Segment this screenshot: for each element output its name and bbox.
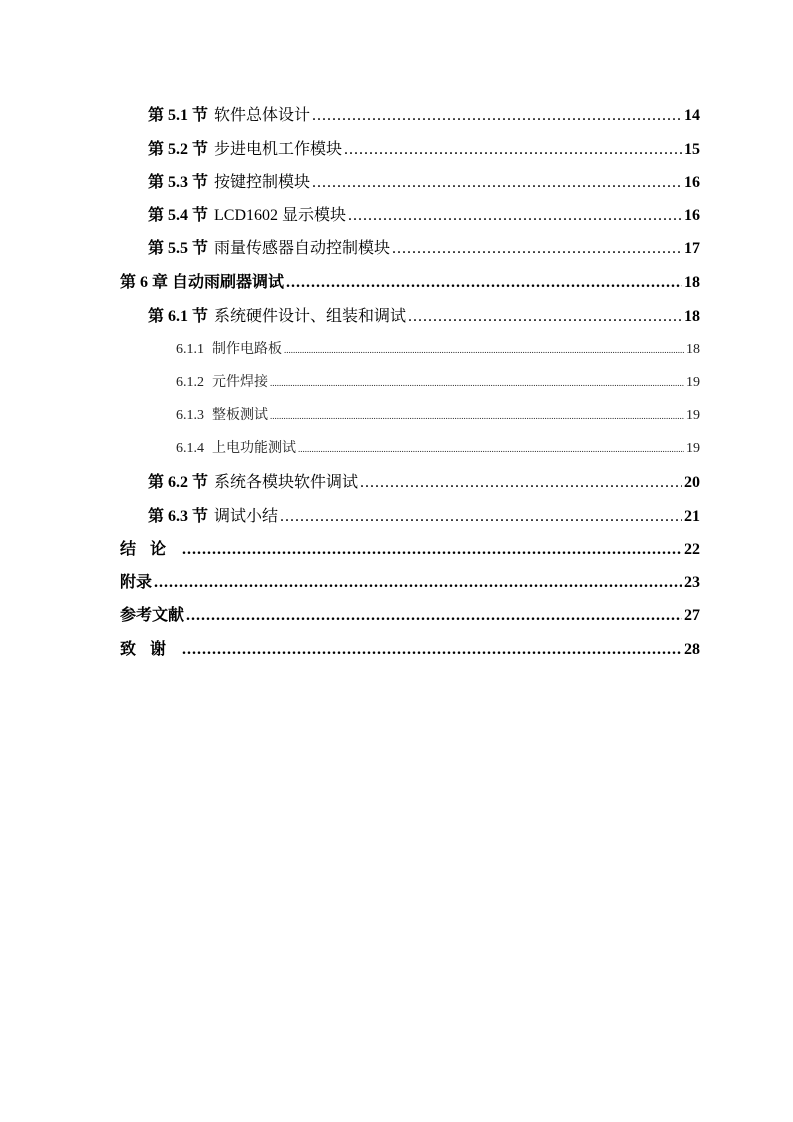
dot-leader bbox=[154, 573, 682, 593]
toc-entry-5-4[interactable] bbox=[148, 206, 700, 226]
dot-leader bbox=[312, 106, 682, 126]
toc-entry-conclusion[interactable] bbox=[120, 540, 700, 560]
toc-entry-page: 18 bbox=[684, 274, 700, 291]
toc-entry-5-2[interactable] bbox=[148, 140, 700, 160]
toc-entry-page: 22 bbox=[684, 541, 700, 558]
toc-entry-5-5[interactable] bbox=[148, 239, 700, 259]
toc-entry-title: LCD1602 显示模块 bbox=[214, 207, 347, 224]
toc-entry-title: 步进电机工作模块 bbox=[214, 141, 343, 158]
toc-entry-number: 第 6.2 节 bbox=[148, 474, 209, 491]
dot-leader bbox=[182, 540, 682, 560]
toc-entry-number: 第 5.4 节 bbox=[148, 207, 209, 224]
toc-entry-title: 参考文献 bbox=[120, 607, 185, 624]
toc-entry-title: 按键控制模块 bbox=[214, 174, 311, 191]
dot-leader bbox=[182, 640, 682, 660]
toc-entry-title: 系统硬件设计、组装和调试 bbox=[214, 308, 407, 325]
toc-entry-page: 18 bbox=[686, 342, 700, 357]
dot-leader bbox=[344, 140, 682, 160]
toc-entry-title: 调试小结 bbox=[214, 508, 279, 525]
toc-entry-6-1[interactable] bbox=[148, 307, 700, 327]
dot-leader bbox=[280, 507, 682, 527]
toc-entry-number: 第 5.1 节 bbox=[148, 107, 209, 124]
dot-leader bbox=[286, 273, 682, 293]
toc-entry-references[interactable] bbox=[120, 606, 700, 626]
toc-entry-page: 16 bbox=[684, 207, 700, 224]
toc-entry-page: 27 bbox=[684, 607, 700, 624]
toc-entry-page: 20 bbox=[684, 474, 700, 491]
dot-leader bbox=[186, 606, 682, 626]
toc-entry-title: 软件总体设计 bbox=[214, 107, 311, 124]
toc-entry-page: 17 bbox=[684, 240, 700, 257]
toc-entry-title: 系统各模块软件调试 bbox=[214, 474, 359, 491]
toc-entry-page: 23 bbox=[684, 574, 700, 591]
toc-entry-title: 致谢 bbox=[120, 641, 181, 658]
toc-entry-title: 制作电路板 bbox=[212, 342, 282, 357]
toc-entry-acknowledgements[interactable] bbox=[120, 640, 700, 660]
toc-entry-page: 19 bbox=[686, 375, 700, 390]
toc-entry-page: 19 bbox=[686, 408, 700, 423]
dot-leader bbox=[298, 439, 684, 459]
toc-entry-title: 雨量传感器自动控制模块 bbox=[214, 240, 391, 257]
toc-entry-chapter-6[interactable] bbox=[120, 273, 700, 293]
toc-entry-5-3[interactable] bbox=[148, 173, 700, 193]
toc-entry-number: 6.1.4 bbox=[176, 441, 204, 456]
dot-leader bbox=[270, 373, 684, 393]
toc-entry-title: 上电功能测试 bbox=[212, 441, 296, 456]
toc-entry-number: 6.1.3 bbox=[176, 408, 204, 423]
toc-entry-page: 28 bbox=[684, 641, 700, 658]
toc-entry-number: 第 5.5 节 bbox=[148, 240, 209, 257]
toc-entry-page: 19 bbox=[686, 441, 700, 456]
dot-leader bbox=[270, 406, 684, 426]
toc-entry-6-1-3[interactable] bbox=[176, 406, 700, 426]
toc-entry-title: 第 6 章 自动雨刷器调试 bbox=[120, 274, 285, 291]
toc-entry-title: 附录 bbox=[120, 574, 153, 591]
toc-entry-page: 21 bbox=[684, 508, 700, 525]
toc-entry-title: 结论 bbox=[120, 541, 181, 558]
toc-entry-6-1-2[interactable] bbox=[176, 373, 700, 393]
toc-entry-6-1-1[interactable] bbox=[176, 340, 700, 360]
dot-leader bbox=[348, 206, 682, 226]
toc-entry-5-1[interactable] bbox=[148, 106, 700, 126]
toc-entry-6-1-4[interactable] bbox=[176, 439, 700, 459]
toc-entry-number: 6.1.1 bbox=[176, 342, 204, 357]
toc-entry-number: 第 6.1 节 bbox=[148, 308, 209, 325]
toc-entry-page: 14 bbox=[684, 107, 700, 124]
toc-entry-page: 16 bbox=[684, 174, 700, 191]
toc-entry-appendix[interactable] bbox=[120, 573, 700, 593]
dot-leader bbox=[408, 307, 682, 327]
toc-entry-6-2[interactable] bbox=[148, 473, 700, 493]
toc-entry-number: 6.1.2 bbox=[176, 375, 204, 390]
toc-entry-number: 第 6.3 节 bbox=[148, 508, 209, 525]
toc-entry-number: 第 5.3 节 bbox=[148, 174, 209, 191]
dot-leader bbox=[392, 239, 682, 259]
toc-entry-title: 元件焊接 bbox=[212, 375, 268, 390]
dot-leader bbox=[312, 173, 682, 193]
toc-entry-6-3[interactable] bbox=[148, 507, 700, 527]
toc-entry-page: 18 bbox=[684, 308, 700, 325]
dot-leader bbox=[360, 473, 682, 493]
dot-leader bbox=[284, 340, 684, 360]
toc-entry-title: 整板测试 bbox=[212, 408, 268, 423]
toc-entry-page: 15 bbox=[684, 141, 700, 158]
toc-entry-number: 第 5.2 节 bbox=[148, 141, 209, 158]
